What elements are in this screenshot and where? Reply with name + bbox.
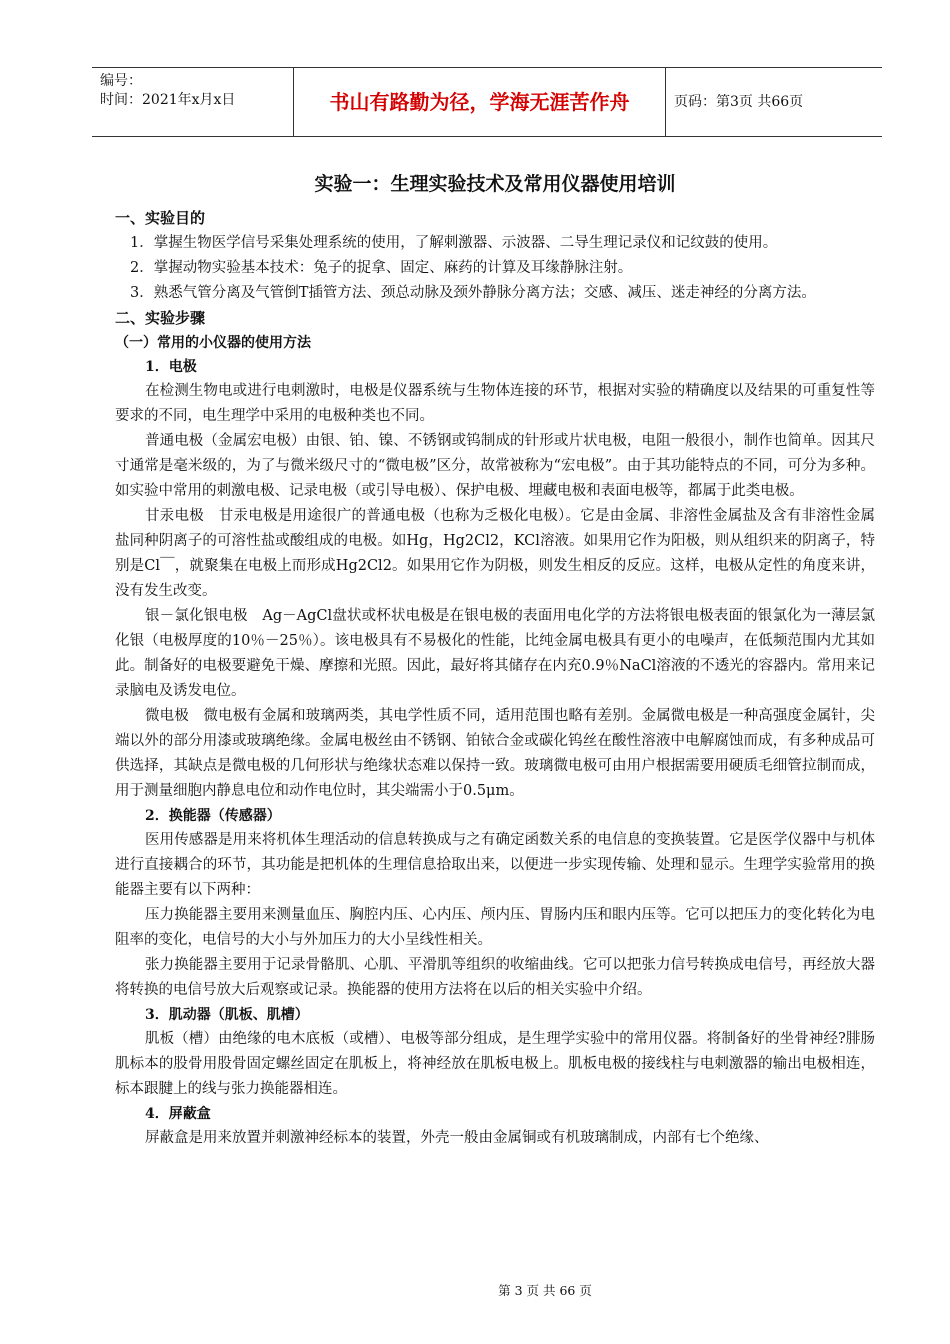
section-heading: 一、实验目的 xyxy=(115,209,206,227)
document-body xyxy=(115,170,875,1151)
goal-item: 1．掌握生物医学信号采集处理系统的使用，了解刺激器、示波器、二导生理记录仪和记纹鼓的使用。 xyxy=(130,235,778,251)
goal-item: 3．熟悉气管分离及气管倒T插管方法、颈总动脉及颈外静脉分离方法；交感、减压、迷走神经的分离方法。 xyxy=(130,285,816,301)
item-heading: 4．屏蔽盒 xyxy=(145,1106,211,1122)
doc-time-label: 时间：2021年x月x日 xyxy=(100,92,236,108)
item-heading: 1．电极 xyxy=(145,359,197,375)
header-divider xyxy=(665,68,666,136)
paragraph: 甘汞电极 甘汞电极是用途很广的普通电极（也称为乏极化电极）。它是由金属、非溶性金属盐及含有非溶性金属盐同种阴离子的可溶性盐或酸组成的电极。如Hg，Hg2Cl2，KCl溶液。如果用它作为阳极，则从组织来的阴离子，特别是Cl￣，就聚集在电极上而形成Hg2Cl2。如果用它作为阴极，则发生相反的反应。这样，电极从定性的角度来讲，没有发生改变。 xyxy=(115,508,875,599)
item-heading: 2．换能器（传感器） xyxy=(145,808,281,824)
page-header xyxy=(92,67,882,137)
paragraph: 压力换能器主要用来测量血压、胸腔内压、心内压、颅内压、胃肠内压和眼内压等。它可以把压力的变化转化为电阻率的变化，电信号的大小与外加压力的大小呈线性相关。 xyxy=(115,907,875,948)
header-page-code: 页码：第3页 共66页 xyxy=(674,94,804,110)
paragraph: 医用传感器是用来将机体生理活动的信息转换成与之有确定函数关系的电信息的变换装置。它是医学仪器中与机体进行直接耦合的环节，其功能是把机体的生理信息拾取出来，以便进一步实现传输、处理和显示。生理学实验常用的换能器主要有以下两种： xyxy=(115,832,875,898)
header-meta xyxy=(100,72,290,110)
header-motto: 书山有路勤为径，学海无涯苦作舟 xyxy=(329,90,630,114)
paragraph: 银－氯化银电极 Ag－AgCl盘状或杯状电极是在银电极的表面用电化学的方法将银电极表面的银氯化为一薄层氯化银（电极厚度的10％－25％）。该电极具有不易极化的性能，比纯金属电极具有更小的电噪声，在低频范围内尤其如此。制备好的电极要避免干燥、摩擦和光照。因此，最好将其储存在内充0.9％NaCl溶液的不透光的容器内。常用来记录脑电及诱发电位。 xyxy=(115,608,875,699)
paragraph: 在检测生物电或进行电刺激时，电极是仪器系统与生物体连接的环节，根据对实验的精确度以及结果的可重复性等要求的不同，电生理学中采用的电极种类也不同。 xyxy=(115,383,875,424)
paragraph: 肌板（槽）由绝缘的电木底板（或槽）、电极等部分组成，是生理学实验中的常用仪器。将制备好的坐骨神经?腓肠肌标本的股骨用股骨固定螺丝固定在肌板上，将神经放在肌板电极上。肌板电极的接线柱与电刺激器的输出电极相连，标本跟腱上的线与张力换能器相连。 xyxy=(115,1031,875,1097)
goal-item: 2．掌握动物实验基本技术：兔子的捉拿、固定、麻药的计算及耳缘静脉注射。 xyxy=(130,260,633,276)
paragraph: 微电极 微电极有金属和玻璃两类，其电学性质不同，适用范围也略有差别。金属微电极是一种高强度金属针，尖端以外的部分用漆或玻璃绝缘。金属电极丝由不锈钢、铂铱合金或碳化钨丝在酸性溶液中电解腐蚀而成，有多种成品可供选择，其缺点是微电极的几何形状与绝缘状态难以保持一致。玻璃微电极可由用户根据需要用硬质毛细管拉制而成，用于测量细胞内静息电位和动作电位时，其尖端需小于0.5μm。 xyxy=(115,708,875,799)
doc-number-label: 编号： xyxy=(100,73,142,89)
document-title: 实验一：生理实验技术及常用仪器使用培训 xyxy=(314,173,676,195)
section-heading: 二、实验步骤 xyxy=(115,309,206,327)
item-heading: 3．肌动器（肌板、肌槽） xyxy=(145,1007,309,1023)
subsection-heading: （一）常用的小仪器的使用方法 xyxy=(115,335,311,351)
paragraph: 张力换能器主要用于记录骨骼肌、心肌、平滑肌等组织的收缩曲线。它可以把张力信号转换成电信号，再经放大器将转换的电信号放大后观察或记录。换能器的使用方法将在以后的相关实验中介绍。 xyxy=(115,957,875,998)
page-footer: 第 3 页 共 66 页 xyxy=(498,1283,592,1298)
paragraph: 屏蔽盒是用来放置并刺激神经标本的装置，外壳一般由金属铜或有机玻璃制成，内部有七个绝缘、 xyxy=(145,1130,769,1146)
paragraph: 普通电极（金属宏电极）由银、铂、镍、不锈钢或钨制成的针形或片状电极，电阻一般很小，制作也简单。因其尺寸通常是毫米级的，为了与微米级尺寸的“微电极”区分，故常被称为“宏电极”。由于其功能特点的不同，可分为多种。如实验中常用的刺激电极、记录电极（或引导电极）、保护电极、埋藏电极和表面电极等，都属于此类电极。 xyxy=(115,433,875,499)
